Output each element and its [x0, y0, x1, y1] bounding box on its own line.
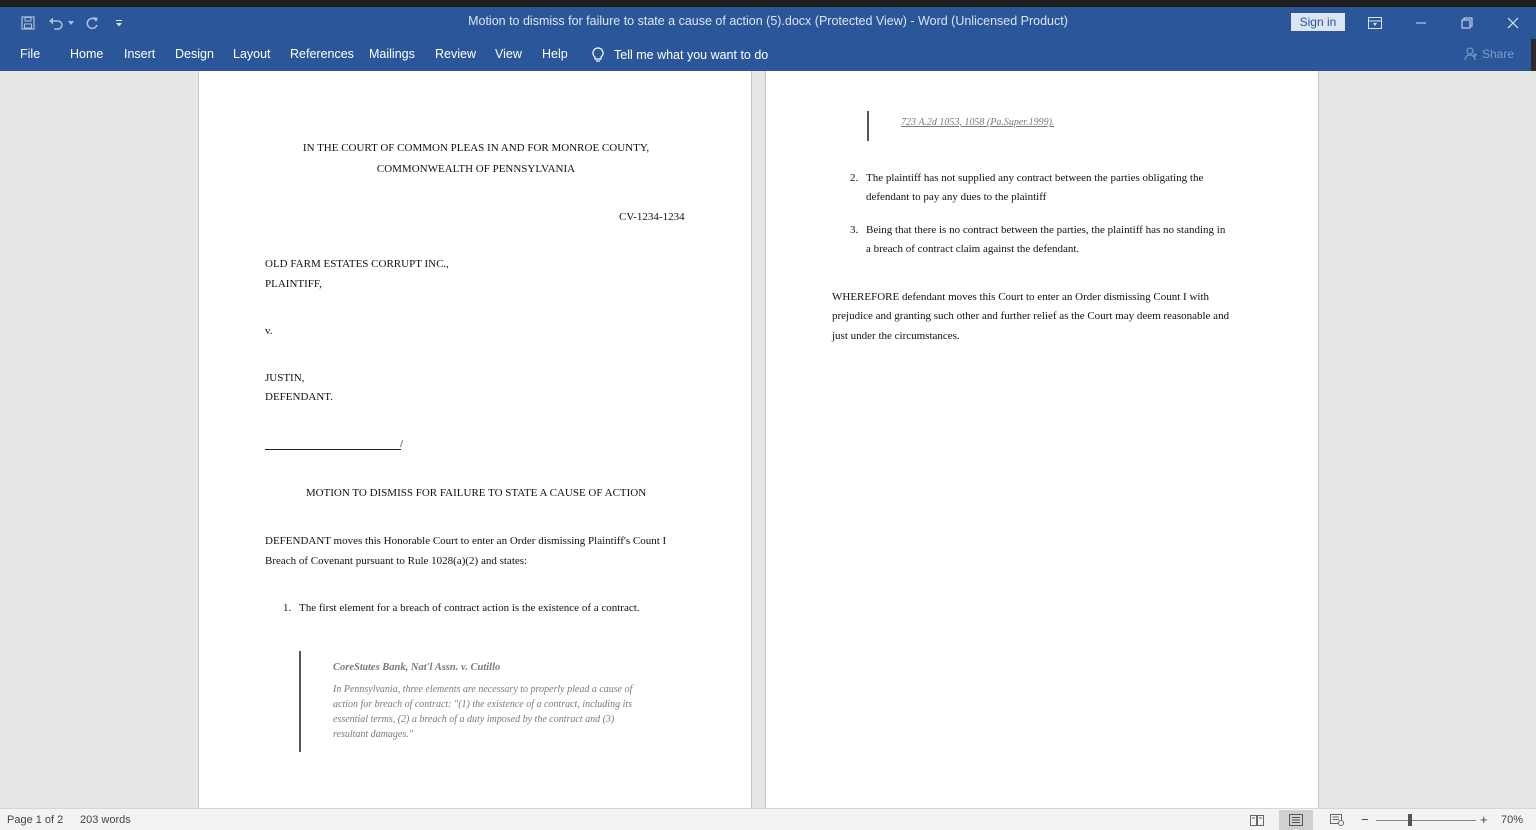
list-number-3: 3. — [850, 224, 859, 236]
person-icon — [1464, 47, 1478, 61]
intro-line-2: Breach of Covenant pursuant to Rule 1028(a)(2) and states: — [265, 555, 528, 567]
signature-line — [265, 449, 401, 450]
quote-title: CoreStates Bank, Nat'l Assn. v. Cutillo — [333, 662, 501, 673]
print-layout-icon[interactable] — [1279, 810, 1313, 830]
wherefore-line-3: just under the circumstances. — [832, 330, 960, 342]
tell-me-box[interactable] — [592, 43, 768, 67]
list-number-1: 1. — [283, 602, 292, 614]
tab-mailings[interactable]: Mailings — [369, 47, 415, 61]
list-item-1: The first element for a breach of contract action is the existence of a contract. — [299, 602, 640, 614]
zoom-in-button[interactable]: + — [1480, 812, 1488, 827]
share-label: Share — [1482, 47, 1515, 61]
close-icon[interactable] — [1490, 7, 1536, 39]
tab-help[interactable]: Help — [542, 47, 568, 61]
window-title: Motion to dismiss for failure to state a cause of action (5).docx (Protected View) - Word (Unlicensed Product) — [468, 14, 1068, 28]
intro-line-1: DEFENDANT moves this Honorable Court to enter an Order dismissing Plaintiff's Count I — [265, 535, 667, 547]
window-right-border — [1531, 39, 1536, 71]
lightbulb-icon — [592, 47, 604, 63]
title-bar — [0, 7, 1536, 39]
tab-references[interactable]: References — [290, 47, 354, 61]
status-bar — [0, 808, 1536, 830]
tab-review[interactable]: Review — [435, 47, 476, 61]
tab-design[interactable]: Design — [175, 47, 214, 61]
tab-view[interactable]: View — [495, 47, 522, 61]
quote-citation: 723 A.2d 1053, 1058 (Pa.Super.1999). — [901, 117, 1055, 128]
minimize-icon[interactable] — [1398, 7, 1444, 39]
zoom-slider-thumb[interactable] — [1408, 814, 1412, 826]
quote-bar-continued — [867, 111, 869, 141]
tab-file[interactable]: File — [20, 47, 41, 61]
sign-in-button[interactable]: Sign in — [1291, 13, 1345, 31]
list-item-3-line2: a breach of contract claim against the defendant. — [866, 243, 1080, 255]
share-button[interactable] — [1464, 47, 1514, 61]
tab-insert[interactable]: Insert — [124, 47, 156, 61]
quote-line-3: essential terms, (2) a breach of a duty imposed by the contract and (3) — [333, 714, 615, 725]
wherefore-line-1: WHEREFORE defendant moves this Court to enter an Order dismissing Count I with — [832, 291, 1210, 303]
page-count[interactable]: Page 1 of 2 — [7, 814, 64, 826]
zoom-level[interactable]: 70% — [1501, 814, 1524, 826]
document-page-1[interactable] — [198, 71, 752, 808]
quote-line-1: In Pennsylvania, three elements are necessary to properly plead a cause of — [333, 684, 633, 695]
list-item-2-line1: The plaintiff has not supplied any contract between the parties obligating the — [866, 172, 1204, 184]
ribbon-tabs — [0, 39, 1536, 71]
plaintiff-name: OLD FARM ESTATES CORRUPT INC., — [265, 258, 449, 270]
plaintiff-label: PLAINTIFF, — [265, 278, 322, 290]
list-number-2: 2. — [850, 172, 859, 184]
document-area[interactable] — [0, 71, 1536, 808]
tell-me-label: Tell me what you want to do — [614, 48, 769, 62]
court-heading-line2: COMMONWEALTH OF PENNSYLVANIA — [376, 163, 576, 175]
web-layout-icon[interactable] — [1320, 810, 1354, 830]
read-mode-icon[interactable] — [1240, 810, 1274, 830]
zoom-slider-track[interactable] — [1376, 820, 1476, 821]
document-page-2[interactable] — [765, 71, 1319, 808]
list-item-2-line2: defendant to pay any dues to the plaintiff — [866, 191, 1047, 203]
tab-layout[interactable]: Layout — [233, 47, 271, 61]
restore-icon[interactable] — [1444, 7, 1490, 39]
case-number: CV-1234-1234 — [619, 211, 685, 223]
defendant-name: JUSTIN, — [265, 372, 305, 384]
ribbon-display-options-icon[interactable] — [1352, 7, 1398, 39]
quote-line-4: resultant damages." — [333, 729, 413, 740]
defendant-label: DEFENDANT. — [265, 391, 333, 403]
list-item-3-line1: Being that there is no contract between the parties, the plaintiff has no standing in — [866, 224, 1226, 236]
court-heading-line1: IN THE COURT OF COMMON PLEAS IN AND FOR MONROE COUNTY, — [302, 142, 650, 154]
signature-slash: / — [400, 438, 404, 450]
word-count[interactable]: 203 words — [80, 814, 131, 826]
quote-line-2: action for breach of contract: "(1) the existence of a contract, including its — [333, 699, 633, 710]
versus-text: v. — [265, 325, 273, 337]
motion-title: MOTION TO DISMISS FOR FAILURE TO STATE A CAUSE OF ACTION — [305, 487, 647, 499]
tab-home[interactable]: Home — [70, 47, 104, 61]
quote-bar — [299, 651, 301, 752]
wherefore-line-2: prejudice and granting such other and further relief as the Court may deem reasonable and — [832, 310, 1230, 322]
window-top-border — [0, 0, 1536, 7]
zoom-out-button[interactable]: − — [1361, 812, 1369, 827]
